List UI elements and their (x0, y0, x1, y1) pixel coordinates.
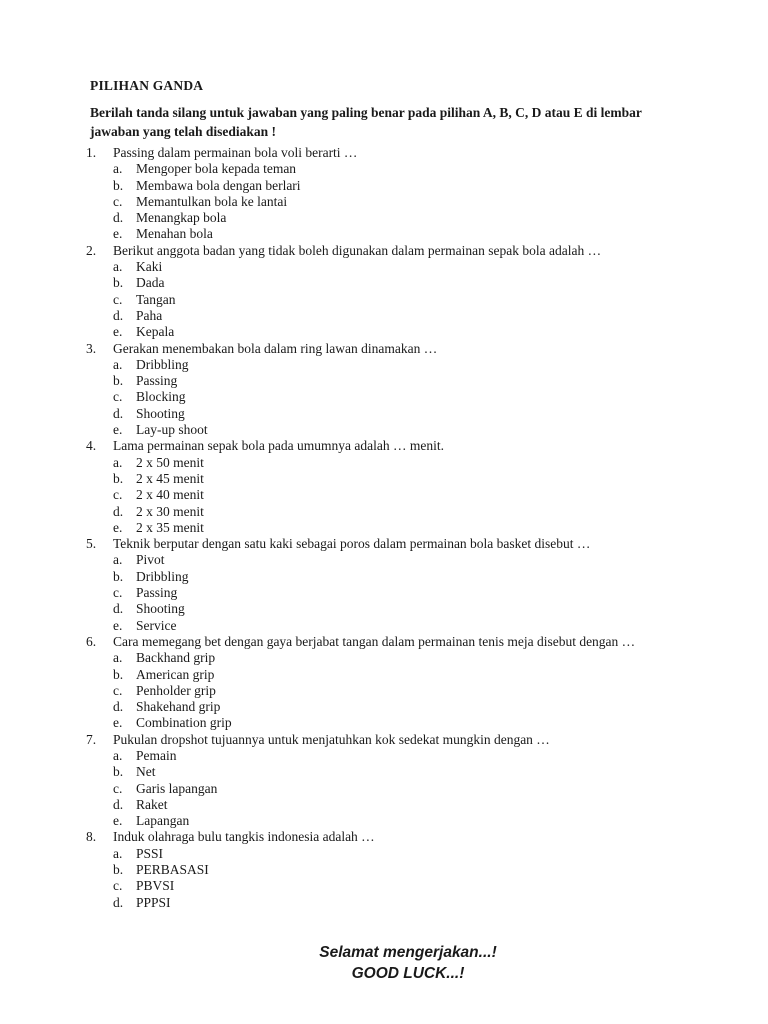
answer-option (0, 699, 768, 715)
question-text: Gerakan menembakan bola dalam ring lawan dinamakan … (113, 340, 438, 356)
answer-option (0, 569, 768, 585)
question-item (0, 732, 768, 830)
closing-line-2: GOOD LUCK...! (351, 965, 465, 982)
answer-option (0, 324, 768, 340)
answer-option (0, 389, 768, 405)
answer-option (0, 292, 768, 308)
answer-option (0, 161, 768, 177)
option-text: Pemain (136, 747, 177, 763)
answer-option (0, 520, 768, 536)
answer-option (0, 585, 768, 601)
question-item (0, 438, 768, 536)
option-text: Menangkap bola (136, 210, 227, 226)
option-letter: b. (113, 470, 124, 486)
option-letter: d. (113, 796, 124, 812)
option-letter: b. (113, 568, 124, 584)
answer-option (0, 308, 768, 324)
answer-option (0, 226, 768, 242)
option-text: 2 x 40 menit (136, 487, 204, 503)
option-text: 2 x 30 menit (136, 503, 204, 519)
option-letter: a. (113, 356, 123, 372)
option-text: Backhand grip (136, 650, 216, 666)
option-text: 2 x 35 menit (136, 519, 204, 535)
option-text: PBVSI (136, 878, 175, 894)
question-item (0, 829, 768, 910)
answer-option (0, 683, 768, 699)
option-letter: b. (113, 373, 124, 389)
option-letter: e. (113, 519, 123, 535)
option-letter: c. (113, 389, 123, 405)
option-letter: e. (113, 617, 123, 633)
answer-option (0, 552, 768, 568)
answer-option (0, 781, 768, 797)
answer-option (0, 178, 768, 194)
answer-option (0, 878, 768, 894)
answer-option (0, 194, 768, 210)
answer-option (0, 797, 768, 813)
answer-option (0, 357, 768, 373)
question-stem (0, 341, 683, 357)
answer-option (0, 601, 768, 617)
question-number: 3. (86, 340, 97, 356)
question-number: 5. (86, 536, 97, 552)
option-text: Menahan bola (136, 226, 213, 242)
option-text: Penholder grip (136, 682, 216, 698)
answer-option (0, 210, 768, 226)
option-letter: d. (113, 699, 124, 715)
option-letter: a. (113, 747, 123, 763)
option-letter: d. (113, 601, 124, 617)
question-stem (0, 634, 683, 650)
option-text: Kaki (136, 259, 163, 275)
option-text: American grip (136, 666, 215, 682)
option-letter: a. (113, 259, 123, 275)
option-text: Dada (136, 275, 165, 291)
option-text: Raket (136, 796, 168, 812)
option-letter: c. (113, 878, 123, 894)
option-letter: e. (113, 422, 123, 438)
answer-option (0, 895, 768, 911)
answer-option (0, 259, 768, 275)
question-text: Induk olahraga bulu tangkis indonesia adalah … (113, 829, 375, 845)
question-text: Pukulan dropshot tujuannya untuk menjatuhkan kok sedekat mungkin dengan … (113, 731, 550, 747)
question-item (0, 341, 768, 439)
option-letter: c. (113, 585, 123, 601)
option-letter: a. (113, 552, 123, 568)
answer-option (0, 715, 768, 731)
option-text: Dribbling (136, 568, 189, 584)
option-text: Memantulkan bola ke lantai (136, 193, 288, 209)
option-letter: b. (113, 177, 124, 193)
option-letter: a. (113, 161, 123, 177)
option-letter: c. (113, 487, 123, 503)
question-item (0, 634, 768, 732)
option-letter: b. (113, 862, 124, 878)
answer-option (0, 471, 768, 487)
option-letter: c. (113, 193, 123, 209)
question-item (0, 145, 768, 243)
option-text: Net (136, 764, 156, 780)
option-text: PPPSI (136, 894, 171, 910)
answer-option (0, 748, 768, 764)
option-text: Membawa bola dengan berlari (136, 177, 301, 193)
question-stem (0, 438, 683, 454)
question-number: 7. (86, 731, 97, 747)
option-letter: e. (113, 324, 123, 340)
option-letter: a. (113, 650, 123, 666)
answer-option (0, 406, 768, 422)
option-letter: c. (113, 291, 123, 307)
question-number: 4. (86, 438, 97, 454)
option-letter: d. (113, 307, 124, 323)
question-text: Passing dalam permainan bola voli berarti … (113, 145, 358, 160)
option-text: 2 x 50 menit (136, 454, 204, 470)
option-text: Passing (136, 585, 178, 601)
option-text: Lay-up shoot (136, 422, 208, 438)
question-stem (0, 732, 683, 748)
section-title: PILIHAN GANDA (90, 78, 204, 93)
question-text: Berikut anggota badan yang tidak boleh digunakan dalam permainan sepak bola adalah … (113, 242, 602, 258)
option-letter: b. (113, 275, 124, 291)
answer-option (0, 813, 768, 829)
option-letter: e. (113, 813, 123, 829)
option-letter: b. (113, 666, 124, 682)
question-list (0, 145, 768, 911)
option-letter: c. (113, 682, 123, 698)
question-number: 2. (86, 242, 97, 258)
question-stem (0, 145, 683, 161)
answer-option (0, 846, 768, 862)
option-text: Shooting (136, 601, 185, 617)
option-text: Dribbling (136, 356, 189, 372)
option-text: PSSI (136, 845, 164, 861)
option-letter: b. (113, 764, 124, 780)
question-stem (0, 536, 683, 552)
option-letter: a. (113, 845, 123, 861)
option-letter: d. (113, 894, 124, 910)
option-text: Kepala (136, 324, 175, 340)
option-text: Blocking (136, 389, 186, 405)
closing-message (0, 942, 768, 984)
option-text: Paha (136, 307, 163, 323)
answer-option (0, 862, 768, 878)
option-letter: c. (113, 780, 123, 796)
answer-option (0, 650, 768, 666)
answer-option (0, 618, 768, 634)
option-text: Mengoper bola kepada teman (136, 161, 297, 177)
question-stem (0, 243, 683, 259)
option-text: Garis lapangan (136, 780, 218, 796)
option-text: Service (136, 617, 177, 633)
answer-option (0, 764, 768, 780)
answer-option (0, 455, 768, 471)
option-text: Combination grip (136, 715, 232, 731)
option-letter: d. (113, 210, 124, 226)
option-letter: e. (113, 226, 123, 242)
option-letter: d. (113, 405, 124, 421)
question-item (0, 243, 768, 341)
instruction-text: Berilah tanda silang untuk jawaban yang paling benar pada pilihan A, B, C, D atau E di lembar jawaban yang telah disediakan ! (90, 105, 642, 139)
option-letter: e. (113, 715, 123, 731)
option-text: Shakehand grip (136, 699, 221, 715)
answer-option (0, 275, 768, 291)
question-text: Teknik berputar dengan satu kaki sebagai poros dalam permainan bola basket disebut … (113, 536, 591, 552)
option-text: Shooting (136, 405, 185, 421)
closing-line-1: Selamat mengerjakan...! (319, 944, 497, 961)
option-text: Passing (136, 373, 178, 389)
option-letter: d. (113, 503, 124, 519)
option-text: 2 x 45 menit (136, 470, 204, 486)
answer-option (0, 487, 768, 503)
option-letter: a. (113, 454, 123, 470)
option-text: Lapangan (136, 813, 190, 829)
question-number: 8. (86, 829, 97, 845)
answer-option (0, 422, 768, 438)
question-number: 6. (86, 633, 97, 649)
answer-option (0, 373, 768, 389)
question-text: Cara memegang bet dengan gaya berjabat tangan dalam permainan tenis meja disebut dengan … (113, 633, 636, 649)
question-item (0, 536, 768, 634)
option-text: Tangan (136, 291, 176, 307)
question-number: 1. (86, 145, 97, 160)
question-stem (0, 829, 683, 845)
answer-option (0, 667, 768, 683)
option-text: Pivot (136, 552, 165, 568)
option-text: PERBASASI (136, 862, 209, 878)
question-text: Lama permainan sepak bola pada umumnya adalah … menit. (113, 438, 445, 454)
answer-option (0, 504, 768, 520)
